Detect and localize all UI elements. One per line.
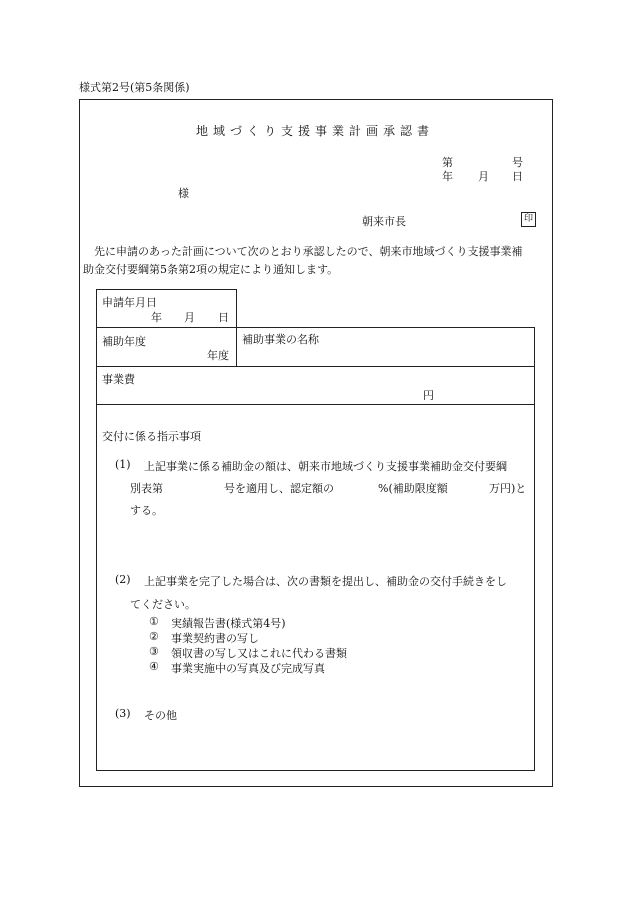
item3-text: その他: [144, 709, 177, 722]
date-month: 月: [478, 170, 489, 183]
document-item-mark: ①: [149, 615, 159, 628]
item1-line1: 上記事業に係る補助金の額は、朝来市地域づくり支援事業補助金交付要綱: [144, 460, 507, 473]
fiscal-year-unit: 年度: [207, 349, 229, 362]
issuer-name: 朝来市長: [362, 215, 406, 228]
application-date-year: 年: [151, 311, 162, 324]
item2-number: (2): [115, 573, 131, 586]
row-divider: [236, 327, 237, 367]
number-suffix: 号: [512, 156, 523, 169]
intro-line-2: 助金交付要綱第5条第2項の規定により通知します。: [83, 263, 339, 276]
number-prefix: 第: [442, 156, 453, 169]
document-title: 地域づくり支援事業計画承認書: [195, 124, 434, 138]
item1-line2-d: 万円)と: [489, 482, 527, 495]
intro-paragraph: [83, 243, 549, 279]
application-date-label: 申請年月日: [102, 296, 157, 309]
item1-line2-b: 号を適用し、認定額の: [224, 482, 334, 495]
document-item-mark: ③: [149, 645, 159, 658]
item1-line2-a: 別表第: [130, 482, 163, 495]
intro-line-1: 先に申請のあった計画について次のとおり承認したので、朝来市地域づくり支援事業補: [94, 245, 523, 258]
form-label: 様式第2号(第5条関係): [79, 81, 190, 94]
date-day: 日: [512, 170, 523, 183]
document-item-text: 事業実施中の写真及び完成写真: [171, 662, 325, 675]
instructions-table: [96, 327, 535, 771]
addressee-suffix: 様: [178, 187, 189, 200]
row-line-2: [96, 404, 535, 405]
document-item-text: 領収書の写し又はこれに代わる書類: [171, 647, 347, 660]
project-cost-unit: 円: [423, 389, 434, 402]
item2-line1: 上記事業を完了した場合は、次の書類を提出し、補助金の交付手続きをし: [144, 575, 507, 588]
item1-line3: する。: [130, 504, 163, 517]
application-date-month: 月: [184, 311, 195, 324]
item1-number: (1): [115, 458, 131, 471]
date-year: 年: [442, 170, 453, 183]
item2-line2: てください。: [130, 598, 196, 611]
item1-line2-c: %(補助限度額: [378, 482, 448, 495]
document-item-mark: ②: [149, 630, 159, 643]
instructions-heading: 交付に係る指示事項: [102, 430, 201, 443]
seal-mark: 印: [521, 212, 536, 227]
item3-number: (3): [115, 707, 131, 720]
project-cost-label: 事業費: [102, 373, 135, 386]
fiscal-year-label: 補助年度: [102, 335, 146, 348]
application-date-day: 日: [218, 311, 229, 324]
document-item-text: 事業契約書の写し: [171, 632, 259, 645]
row-line-1: [96, 366, 535, 367]
project-name-label: 補助事業の名称: [242, 333, 319, 346]
document-item-text: 実績報告書(様式第4号): [171, 617, 286, 630]
document-item-mark: ④: [149, 660, 159, 673]
